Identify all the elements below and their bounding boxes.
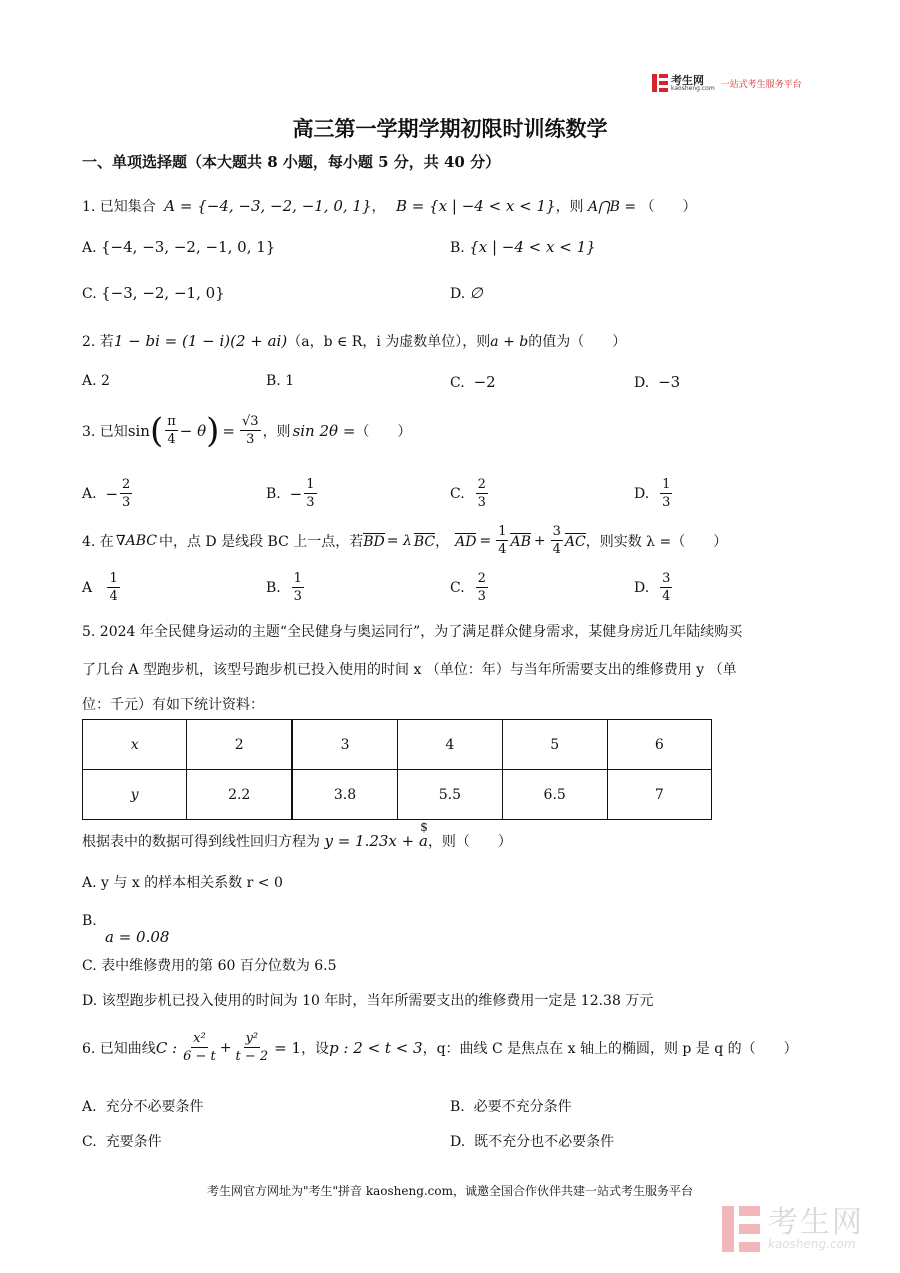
kaosheng-watermark-icon — [722, 1206, 760, 1252]
q6-option-b: B. 必要不充分条件 — [450, 1099, 572, 1115]
table-cell: 7 — [607, 770, 711, 820]
q3-option-c: C. $\frac{2}{3}$ — [450, 477, 486, 510]
q5-option-a: A. y 与 x 的样本相关系数 r < 0 — [82, 875, 283, 891]
q2-option-a: A. 2 — [82, 373, 110, 389]
q1-lead: 1. 已知集合 — [82, 199, 156, 215]
q4-option-a: A $\frac{1}{4}$ — [82, 571, 118, 604]
question-6: 6. 已知曲线 C : $\frac{\text{x²}}{6 - t}$ + $\frac{\text{y²}}{t - 2}$ = 1 ，设 p : 2 < t < 3 ，q：曲线 C 是焦点在 x 轴上的椭圆，则 p 是 q 的（ ） — [82, 1031, 798, 1064]
table-cell: 3.8 — [292, 770, 397, 820]
q5-option-b-label: B. — [82, 913, 97, 929]
q3-option-a: A. − $\frac{2}{3}$ — [82, 477, 131, 510]
q1-option-d: D. ∅ — [450, 284, 483, 302]
q3-option-d: D. $\frac{1}{3}$ — [634, 477, 671, 510]
page-footer: 考生网官方网址为"考生"拼音 kaosheng.com，诚邀全国合作伙伴共建一站式考生服务平台 — [206, 1184, 694, 1198]
q5-line-3: 位：千元）有如下统计资料： — [82, 697, 264, 713]
q5-line-2: 了几台 A 型跑步机，该型号跑步机已投入使用的时间 x （单位：年）与当年所需要支出的维修费用 y （单 — [82, 662, 737, 678]
q5-option-d: D. 该型跑步机已投入使用的时间为 10 年时，当年所需要支出的维修费用一定是 12.38 万元 — [82, 993, 654, 1009]
section-heading: 一、单项选择题（本大题共 8 小题，每小题 5 分，共 40 分） — [82, 153, 501, 171]
kaosheng-logo-icon — [652, 74, 668, 92]
logo-en: kaosheng.com — [671, 84, 715, 92]
stat-table — [82, 719, 712, 820]
q1-option-b: B. {x | −4 < x < 1} — [450, 238, 596, 256]
question-1: 1. 已知集合 A = {−4, −3, −2, −1, 0, 1}， B = {x | −4 < x < 1}，则 A⋂B = （ ） — [82, 197, 697, 215]
table-cell: 4 — [397, 720, 502, 770]
table-cell: 2 — [187, 720, 292, 770]
q4-option-b: B. $\frac{1}{3}$ — [266, 571, 302, 604]
page-title: 高三第一学期学期初限时训练数学 — [292, 116, 608, 141]
watermark-en: kaosheng.com — [768, 1237, 856, 1251]
q3-option-b: B. − $\frac{1}{3}$ — [266, 477, 315, 510]
q1-paren: （ ） — [640, 199, 697, 215]
logo-slogan: 一站式考生服务平台 — [720, 79, 802, 90]
q2-option-d: D. −3 — [634, 373, 681, 391]
table-row — [83, 770, 712, 820]
q2-option-b: B. 1 — [266, 373, 295, 389]
header-logo — [652, 72, 802, 94]
watermark — [722, 1206, 864, 1252]
table-row-label-x: x — [83, 720, 187, 770]
q6-option-c: C. 充要条件 — [82, 1134, 162, 1150]
table-cell: 5 — [502, 720, 607, 770]
table-row-label-y: y — [83, 770, 187, 820]
q1-option-a: A. {−4, −3, −2, −1, 0, 1} — [82, 238, 276, 256]
table-row — [83, 720, 712, 770]
q1-set-a: A = {−4, −3, −2, −1, 0, 1} — [164, 197, 372, 215]
question-2: 2. 若1 − bi = (1 − i)(2 + ai)（a，b ∈ R，i 为虚数单位），则a + b的值为（ ） — [82, 332, 627, 350]
logo-cn: 考生网 — [671, 73, 704, 87]
q6-option-d: D. 既不充分也不必要条件 — [450, 1134, 615, 1150]
q6-option-a: A. 充分不必要条件 — [82, 1099, 204, 1115]
q5-option-b: a = 0.08 — [105, 928, 170, 946]
q1-option-c: C. {−3, −2, −1, 0} — [82, 284, 225, 302]
q1-expr: A⋂B = — [588, 199, 637, 215]
table-cell: 3 — [292, 720, 397, 770]
q1-ask: ，则 — [555, 199, 584, 215]
q2-option-c: C. −2 — [450, 373, 496, 391]
question-3: 3. 已知 sin ( $\frac{\pi}{4}$ − θ ) = $\frac{√3}{3}$ ，则 sin 2θ = （ ） — [82, 410, 412, 451]
q5-option-c: C. 表中维修费用的第 60 百分位数为 6.5 — [82, 958, 337, 974]
table-cell: 2.2 — [187, 770, 292, 820]
q1-set-b: B = {x | −4 < x < 1} — [395, 197, 556, 215]
table-cell: 6 — [607, 720, 711, 770]
table-cell: 5.5 — [397, 770, 502, 820]
table-cell: 6.5 — [502, 770, 607, 820]
q2-equation: 1 − bi = (1 − i)(2 + ai) — [113, 332, 288, 350]
q5-regression: 根据表中的数据可得到线性回归方程为 y = 1.23x + a $ ，则（ ） — [82, 820, 512, 850]
q4-option-d: D. $\frac{3}{4}$ — [634, 571, 671, 604]
q4-option-c: C. $\frac{2}{3}$ — [450, 571, 486, 604]
question-4: 4. 在 ∇ABC 中，点 D 是线段 BC 上一点，若 BD = λ BC ， AD = $\frac{1}{4}$ AB + $\frac{3}{4}$ AC ，则实数 λ =（ ） — [82, 524, 728, 557]
watermark-cn: 考生网 — [768, 1205, 864, 1240]
q5-line-1: 5. 2024 年全民健身运动的主题“全民健身与奥运同行”，为了满足群众健身需求，某健身房近几年陆续购买 — [82, 624, 743, 640]
